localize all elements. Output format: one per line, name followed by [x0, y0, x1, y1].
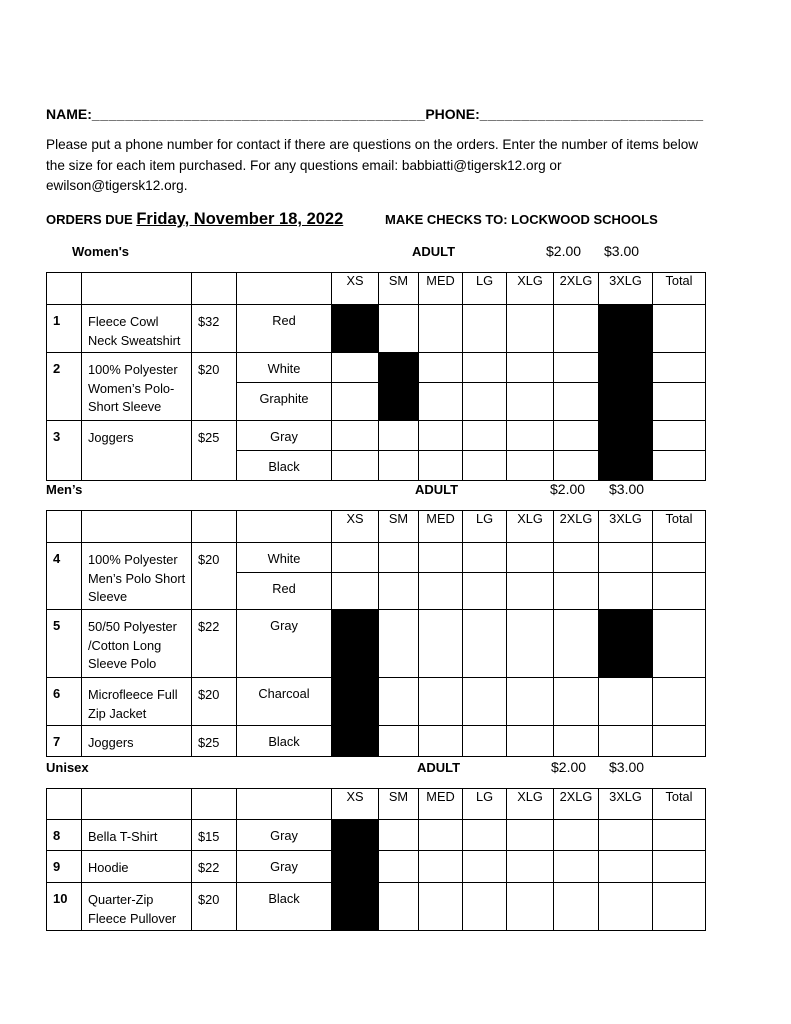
qty-cell[interactable]: [332, 573, 379, 610]
surcharge-3xl: $3.00: [609, 481, 645, 497]
item-number: 7: [53, 734, 61, 749]
item-number: 2: [53, 361, 61, 376]
qty-cell[interactable]: [379, 883, 419, 931]
qty-cell[interactable]: [379, 573, 419, 610]
unavailable-cell: [332, 305, 379, 353]
qty-cell[interactable]: [599, 573, 653, 610]
item-price: $32: [198, 314, 220, 329]
item-number: 5: [53, 618, 61, 633]
name-blank[interactable]: ________________________________________: [91, 106, 426, 122]
qty-cell[interactable]: [507, 573, 554, 610]
qty-cell[interactable]: [507, 610, 554, 678]
item-number: 1: [53, 313, 61, 328]
unavailable-cell: [379, 383, 419, 421]
qty-cell[interactable]: [379, 305, 419, 353]
item-number: 4: [53, 551, 61, 566]
qty-cell[interactable]: [507, 543, 554, 573]
qty-cell[interactable]: [419, 678, 463, 726]
size-header-3xlg: 3XLG: [599, 273, 653, 305]
instructions-line-3: ewilson@tigersk12.org.: [46, 178, 188, 193]
qty-cell[interactable]: [379, 678, 419, 726]
size-header-lg: LG: [463, 789, 507, 820]
qty-cell[interactable]: [554, 726, 599, 757]
qty-cell[interactable]: [507, 678, 554, 726]
orders-due: [46, 210, 343, 229]
qty-cell[interactable]: [599, 678, 653, 726]
item-price: $25: [198, 735, 220, 750]
size-header-xlg: XLG: [507, 789, 554, 820]
item-name: Fleece Cowl Neck Sweatshirt: [88, 314, 181, 348]
unavailable-cell: [332, 610, 379, 678]
total-cell[interactable]: [653, 543, 706, 573]
instructions-line-2: the size for each item purchased. For any questions email: babbiatti@tigersk12.org or: [46, 157, 562, 173]
item-color: Gray: [270, 828, 298, 843]
orders-due-date: Friday, November 18, 2022: [136, 210, 344, 228]
section-title-unisex: Unisex: [46, 760, 89, 775]
item-number: 8: [53, 828, 61, 843]
qty-cell[interactable]: [554, 421, 599, 451]
qty-cell[interactable]: [507, 353, 554, 383]
qty-cell[interactable]: [554, 851, 599, 883]
size-header-total: Total: [653, 511, 706, 543]
item-color: White: [267, 551, 301, 566]
item-color: Gray: [270, 429, 298, 444]
item-name: Joggers: [88, 735, 134, 750]
qty-cell[interactable]: [463, 451, 507, 481]
qty-cell[interactable]: [507, 883, 554, 931]
qty-cell[interactable]: [419, 573, 463, 610]
qty-cell[interactable]: [507, 383, 554, 421]
total-cell[interactable]: [653, 851, 706, 883]
unavailable-cell: [599, 421, 653, 451]
table-row: [47, 543, 706, 573]
size-header-xs: XS: [332, 273, 379, 305]
qty-cell[interactable]: [507, 726, 554, 757]
qty-cell[interactable]: [554, 678, 599, 726]
item-color: Gray: [270, 859, 298, 874]
unavailable-cell: [332, 726, 379, 757]
qty-cell[interactable]: [554, 573, 599, 610]
total-cell[interactable]: [653, 610, 706, 678]
item-color: Black: [268, 891, 300, 906]
qty-cell[interactable]: [599, 726, 653, 757]
qty-cell[interactable]: [463, 543, 507, 573]
item-color: Gray: [270, 618, 298, 633]
item-name: 100% Polyester Women’s Polo-Short Sleeve: [88, 362, 178, 414]
table-row: [47, 678, 706, 726]
total-cell[interactable]: [653, 678, 706, 726]
item-price: $20: [198, 892, 220, 907]
orders-due-label: ORDERS DUE: [46, 212, 133, 227]
adult-label: ADULT: [415, 482, 459, 497]
total-cell[interactable]: [653, 883, 706, 931]
adult-label: ADULT: [417, 760, 461, 775]
size-header-sm: SM: [379, 789, 419, 820]
size-header-3xlg: 3XLG: [599, 789, 653, 820]
item-name: Joggers: [88, 430, 134, 445]
qty-cell[interactable]: [463, 610, 507, 678]
qty-cell[interactable]: [599, 820, 653, 851]
table-row: [47, 851, 706, 883]
qty-cell[interactable]: [507, 421, 554, 451]
size-header-3xlg: 3XLG: [599, 511, 653, 543]
qty-cell[interactable]: [554, 543, 599, 573]
table-row: [47, 353, 706, 383]
item-color: Red: [272, 581, 296, 596]
qty-cell[interactable]: [379, 820, 419, 851]
unavailable-cell: [379, 353, 419, 383]
qty-cell[interactable]: [463, 820, 507, 851]
qty-cell[interactable]: [554, 305, 599, 353]
total-cell[interactable]: [653, 421, 706, 451]
qty-cell[interactable]: [463, 726, 507, 757]
unavailable-cell: [332, 820, 379, 851]
qty-cell[interactable]: [463, 573, 507, 610]
unavailable-cell: [332, 883, 379, 931]
table-row: [47, 305, 706, 353]
size-header-sm: SM: [379, 273, 419, 305]
qty-cell[interactable]: [463, 883, 507, 931]
item-number: 10: [53, 891, 68, 906]
size-header-xlg: XLG: [507, 511, 554, 543]
qty-cell[interactable]: [554, 610, 599, 678]
qty-cell[interactable]: [419, 726, 463, 757]
qty-cell[interactable]: [379, 851, 419, 883]
item-name: Bella T-Shirt: [88, 829, 158, 844]
qty-cell[interactable]: [419, 851, 463, 883]
unavailable-cell: [332, 851, 379, 883]
size-header-med: MED: [419, 273, 463, 305]
item-color: Red: [272, 313, 296, 328]
unavailable-cell: [599, 451, 653, 481]
item-price: $22: [198, 619, 220, 634]
qty-cell[interactable]: [419, 383, 463, 421]
unisex-order-table: [46, 788, 706, 931]
qty-cell[interactable]: [419, 883, 463, 931]
qty-cell[interactable]: [419, 353, 463, 383]
instructions: [46, 135, 746, 197]
surcharge-2xl: $2.00: [546, 243, 582, 259]
qty-cell[interactable]: [332, 543, 379, 573]
qty-cell[interactable]: [463, 353, 507, 383]
surcharge-3xl: $3.00: [604, 243, 640, 259]
mens-order-table: [46, 510, 706, 757]
qty-cell[interactable]: [463, 678, 507, 726]
item-price: $20: [198, 687, 220, 702]
total-cell[interactable]: [653, 573, 706, 610]
qty-cell[interactable]: [379, 451, 419, 481]
qty-cell[interactable]: [554, 353, 599, 383]
qty-cell[interactable]: [599, 851, 653, 883]
item-number: 6: [53, 686, 61, 701]
qty-cell[interactable]: [332, 421, 379, 451]
total-cell[interactable]: [653, 383, 706, 421]
size-header-xlg: XLG: [507, 273, 554, 305]
item-color: Charcoal: [258, 686, 310, 701]
section-title-mens: Men’s: [46, 482, 83, 497]
item-price: $25: [198, 430, 220, 445]
womens-order-table: [46, 272, 706, 481]
qty-cell[interactable]: [419, 543, 463, 573]
unavailable-cell: [599, 383, 653, 421]
qty-cell[interactable]: [507, 851, 554, 883]
table-row: [47, 421, 706, 451]
size-header-2xlg: 2XLG: [554, 511, 599, 543]
unavailable-cell: [599, 305, 653, 353]
total-cell[interactable]: [653, 353, 706, 383]
unavailable-cell: [332, 678, 379, 726]
size-header-total: Total: [653, 273, 706, 305]
qty-cell[interactable]: [419, 820, 463, 851]
size-header-med: MED: [419, 511, 463, 543]
item-name: Hoodie: [88, 860, 129, 875]
table-row: [47, 883, 706, 931]
unavailable-cell: [599, 353, 653, 383]
section-title-womens: Women's: [72, 244, 130, 259]
qty-cell[interactable]: [419, 451, 463, 481]
item-color: Graphite: [259, 391, 309, 406]
item-price: $15: [198, 829, 220, 844]
size-header-row: [47, 789, 706, 820]
qty-cell[interactable]: [507, 820, 554, 851]
item-name: Quarter-Zip Fleece Pullover: [88, 892, 177, 926]
size-header-lg: LG: [463, 511, 507, 543]
item-name: 100% Polyester Men’s Polo Short Sleeve: [88, 552, 186, 604]
size-header-sm: SM: [379, 511, 419, 543]
total-cell[interactable]: [653, 820, 706, 851]
table-row: [47, 820, 706, 851]
qty-cell[interactable]: [463, 421, 507, 451]
size-header-row: [47, 273, 706, 305]
qty-cell[interactable]: [463, 851, 507, 883]
phone-label: PHONE:: [425, 106, 480, 122]
qty-cell[interactable]: [463, 305, 507, 353]
surcharge-2xl: $2.00: [550, 481, 586, 497]
qty-cell[interactable]: [463, 383, 507, 421]
qty-cell[interactable]: [419, 610, 463, 678]
name-label: NAME:: [46, 106, 92, 122]
size-header-2xlg: 2XLG: [554, 273, 599, 305]
item-number: 3: [53, 429, 61, 444]
total-cell[interactable]: [653, 305, 706, 353]
qty-cell[interactable]: [332, 451, 379, 481]
qty-cell[interactable]: [554, 383, 599, 421]
size-header-row: [47, 511, 706, 543]
qty-cell[interactable]: [507, 305, 554, 353]
qty-cell[interactable]: [507, 451, 554, 481]
make-checks-to: MAKE CHECKS TO: LOCKWOOD SCHOOLS: [385, 212, 658, 227]
item-price: $20: [198, 362, 220, 377]
item-price: $22: [198, 860, 220, 875]
qty-cell[interactable]: [554, 820, 599, 851]
item-number: 9: [53, 859, 61, 874]
size-header-med: MED: [419, 789, 463, 820]
surcharge-3xl: $3.00: [609, 759, 645, 775]
qty-cell[interactable]: [379, 726, 419, 757]
qty-cell[interactable]: [599, 543, 653, 573]
phone-blank[interactable]: ___________________________: [479, 106, 704, 122]
table-row: [47, 726, 706, 757]
qty-cell[interactable]: [379, 543, 419, 573]
adult-label: ADULT: [412, 244, 456, 259]
size-header-xs: XS: [332, 511, 379, 543]
item-name: 50/50 Polyester /Cotton Long Sleeve Polo: [88, 619, 177, 671]
total-cell[interactable]: [653, 726, 706, 757]
surcharge-2xl: $2.00: [551, 759, 587, 775]
qty-cell[interactable]: [599, 883, 653, 931]
size-header-2xlg: 2XLG: [554, 789, 599, 820]
table-row: [47, 610, 706, 678]
qty-cell[interactable]: [554, 883, 599, 931]
item-color: Black: [268, 459, 300, 474]
qty-cell[interactable]: [379, 421, 419, 451]
size-header-xs: XS: [332, 789, 379, 820]
qty-cell[interactable]: [332, 353, 379, 383]
qty-cell[interactable]: [419, 421, 463, 451]
size-header-lg: LG: [463, 273, 507, 305]
item-color: White: [267, 361, 301, 376]
instructions-line-1: Please put a phone number for contact if there are questions on the orders. Enter the number of items below: [46, 137, 699, 152]
item-name: Microfleece Full Zip Jacket: [88, 687, 178, 721]
qty-cell[interactable]: [554, 451, 599, 481]
total-cell[interactable]: [653, 451, 706, 481]
unavailable-cell: [599, 610, 653, 678]
name-field[interactable]: [46, 106, 704, 122]
item-color: Black: [268, 734, 300, 749]
size-header-total: Total: [653, 789, 706, 820]
qty-cell[interactable]: [332, 383, 379, 421]
qty-cell[interactable]: [379, 610, 419, 678]
qty-cell[interactable]: [419, 305, 463, 353]
item-price: $20: [198, 552, 220, 567]
